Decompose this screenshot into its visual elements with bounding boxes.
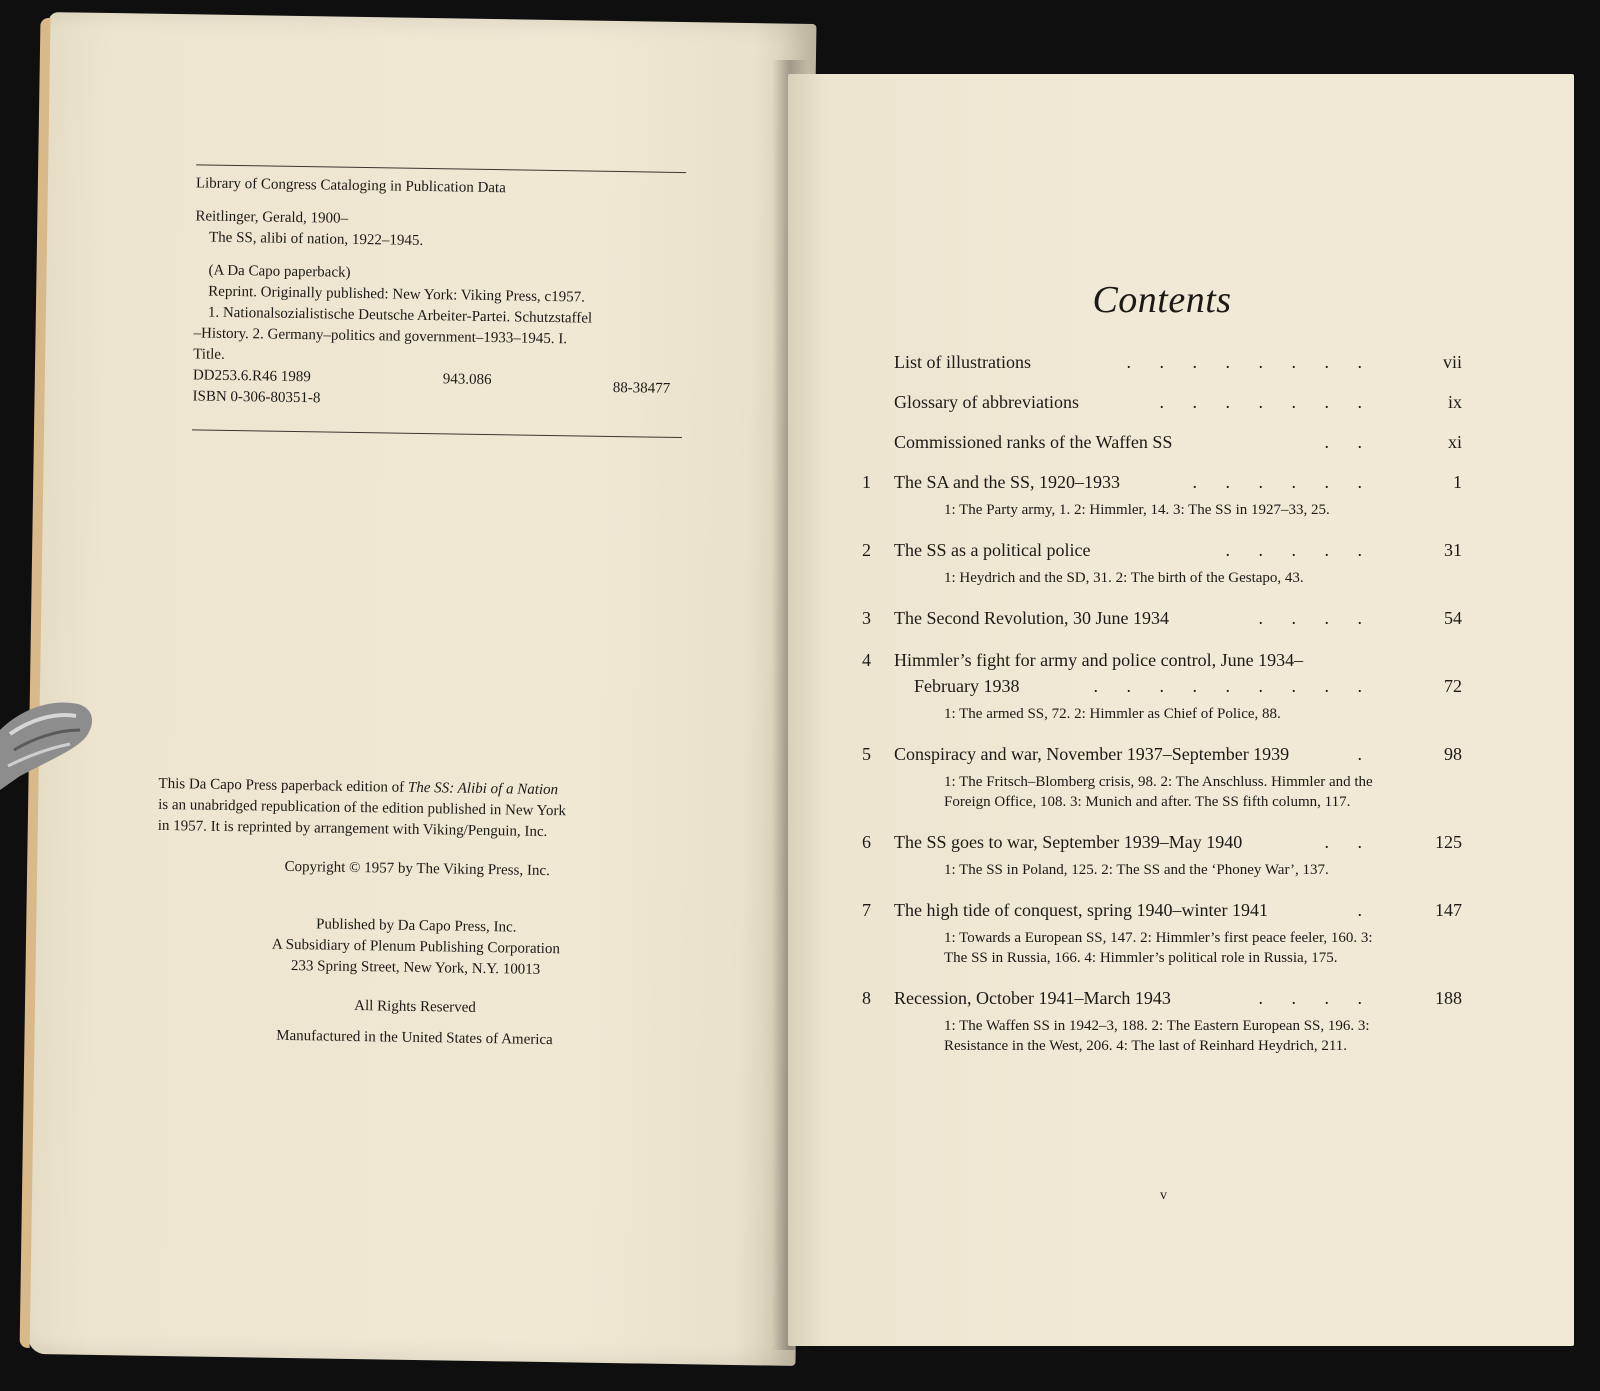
toc-page-number: 147 [1435,900,1462,920]
edition-note-line-1: This Da Capo Press paperback edition of The SS: Alibi of a Nation [158,775,559,799]
rights-line: All Rights Reserved [354,997,476,1016]
toc-page-number: 188 [1435,988,1462,1008]
contents-list [862,278,1462,1076]
toc-chapter-number: 4 [862,650,871,670]
toc-front-item [862,352,1462,378]
cip-block [192,164,696,438]
toc-chapter-sections: 1: The Party army, 1. 2: Himmler, 14. 3: The SS in 1927–33, 25. [944,502,1330,518]
toc-page-number: xi [1447,432,1462,452]
toc-chapter-row [862,472,1462,498]
contents-heading: Contents [1092,279,1232,321]
toc-chapter [862,900,1462,968]
toc-chapter-sections: 1: Towards a European SS, 147. 2: Himmler’s first peace feeler, 160. 3: The SS in Russia, 166. 4: Himmler’s political role in Russia, 175. [944,930,1373,966]
toc-chapter-row [862,608,1462,634]
toc-chapter-title: The SS as a political police [894,540,1091,560]
cip-title: The SS, alibi of nation, 1922–1945. [208,229,424,249]
toc-chapter-row [862,900,1462,926]
toc-chapter-title: The SS goes to war, September 1939–May 1940 [894,832,1243,852]
toc-chapter-row [862,832,1462,858]
cip-lccn: 88-38477 [612,379,671,397]
cip-isbn: ISBN 0-306-80351-8 [192,388,321,407]
toc-entry-title: Glossary of abbreviations [894,392,1079,412]
edition-note-line-2: is an unabridged republication of the edition published in New York [158,796,567,820]
toc-chapter-row [862,744,1462,770]
toc-front-item [862,392,1462,418]
toc-leader-dots: . [1357,900,1374,920]
toc-chapter-row-continued [862,676,1462,702]
toc-page-number: 31 [1444,540,1462,560]
toc-chapter-sections: 1: Heydrich and the SD, 31. 2: The birth of the Gestapo, 43. [944,570,1304,586]
page-number: v [1160,1188,1167,1203]
toc-chapter-title-continued: February 1938 [914,676,1020,696]
page-clip [0,690,96,800]
toc-page-number: 54 [1444,608,1462,628]
cip-subject-2: –History. 2. Germany–politics and government–1933–1945. I. [193,325,568,348]
toc-chapter-sections: 1: The Fritsch–Blomberg crisis, 98. 2: The Anschluss. Himmler and the Foreign Office, 108. 3: Munich and after. The SS fifth column, 117. [944,774,1373,810]
imprint-block [154,774,678,1053]
toc-chapter-number: 5 [862,744,871,764]
edition-note-line-3: in 1957. It is reprinted by arrangement with Viking/Penguin, Inc. [157,817,548,840]
cip-heading: Library of Congress Cataloging in Publication Data [195,175,506,197]
top-rule [196,164,686,173]
toc-chapter-number: 3 [862,608,871,628]
edition-note-book-title: The SS: Alibi of a Nation [407,779,559,799]
toc-chapter-sections: 1: The Waffen SS in 1942–3, 188. 2: The Eastern European SS, 196. 3: Resistance in the West, 206. 4: The last of Reinhard Heydrich, 211. [944,1018,1370,1054]
toc-chapter-title: Himmler’s fight for army and police control, June 1934– [894,650,1304,670]
toc-chapter-sections: 1: The armed SS, 72. 2: Himmler as Chief of Police, 88. [944,706,1281,722]
front-matter-list [862,352,1462,458]
toc-chapter-number: 8 [862,988,871,1008]
toc-entry-title: List of illustrations [894,352,1031,372]
toc-chapter-number: 1 [862,472,871,492]
toc-chapter-sections: 1: The SS in Poland, 125. 2: The SS and the ‘Phoney War’, 137. [944,862,1329,878]
left-page [28,12,817,1366]
toc-chapter-number: 2 [862,540,871,560]
toc-chapter [862,744,1462,812]
toc-chapter-title: Recession, October 1941–March 1943 [894,988,1171,1008]
toc-page-number: ix [1447,392,1462,412]
toc-leader-dots: . . . . [1258,988,1374,1008]
toc-chapter-number: 7 [862,900,871,920]
cip-author: Reitlinger, Gerald, 1900– [195,208,349,227]
toc-chapter [862,540,1462,588]
manufactured-line: Manufactured in the United States of America [276,1027,553,1049]
toc-page-number: 1 [1453,472,1462,492]
publisher-line-1: Published by Da Capo Press, Inc. [315,916,517,936]
toc-chapter-title: The Second Revolution, 30 June 1934 [894,608,1169,628]
toc-leader-dots: . . [1324,832,1374,852]
chapter-list [862,472,1462,1056]
cip-reprint: Reprint. Originally published: New York: Viking Press, c1957. [208,283,586,306]
toc-leader-dots: . . . . [1258,608,1374,628]
toc-page-number: 98 [1444,744,1462,764]
toc-chapter-title: The SA and the SS, 1920–1933 [894,472,1121,492]
toc-chapter-row [862,650,1462,676]
toc-chapter [862,650,1462,724]
toc-page-number: vii [1442,352,1462,372]
cip-dewey: 943.086 [442,371,492,389]
toc-page-number: 72 [1444,676,1462,696]
toc-leader-dots: . . . . . . . [1159,392,1374,412]
toc-chapter [862,832,1462,880]
toc-chapter [862,988,1462,1056]
toc-chapter-title: The high tide of conquest, spring 1940–winter 1941 [894,900,1268,920]
toc-chapter [862,608,1462,650]
cip-series: (A Da Capo paperback) [208,262,351,281]
toc-chapter-number: 6 [862,832,871,852]
toc-chapter [862,472,1462,520]
toc-leader-dots: . . [1324,432,1374,452]
publisher-line-3: 233 Spring Street, New York, N.Y. 10013 [290,957,541,978]
toc-leader-dots: . [1357,744,1374,764]
copyright-line: Copyright © 1957 by The Viking Press, Inc. [284,858,550,880]
cip-subject-3: Title. [193,346,225,363]
toc-spacer [862,634,1462,650]
toc-front-item [862,432,1462,458]
toc-chapter-title: Conspiracy and war, November 1937–September 1939 [894,744,1290,764]
toc-page-number: 125 [1435,832,1462,852]
toc-chapter-row [862,988,1462,1014]
toc-entry-title: Commissioned ranks of the Waffen SS [894,432,1173,452]
toc-leader-dots: . . . . . [1225,540,1374,560]
cip-classification: DD253.6.R46 1989 [192,367,311,386]
cip-subject-1: 1. Nationalsozialistische Deutsche Arbeiter-Partei. Schutzstaffel [207,304,593,327]
toc-chapter-row [862,540,1462,566]
toc-leader-dots: . . . . . . [1192,472,1374,492]
publisher-line-2: A Subsidiary of Plenum Publishing Corporation [271,936,561,958]
toc-leader-dots: . . . . . . . . . [1093,676,1374,696]
toc-leader-dots: . . . . . . . . [1126,352,1374,372]
